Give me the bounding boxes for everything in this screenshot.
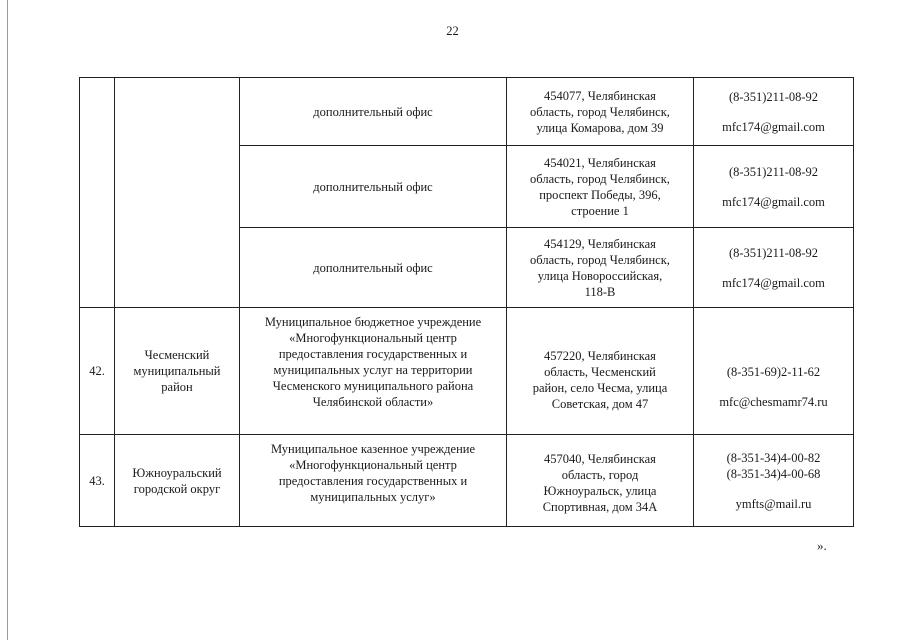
org-line: Муниципальное бюджетное учреждение (264, 315, 482, 329)
district-line: Южноуральский (132, 465, 222, 480)
left-margin-rule (7, 0, 8, 640)
number-cell-empty (80, 78, 115, 308)
address-cell (507, 146, 694, 228)
address-line: улица Комарова, дом 39 (536, 120, 664, 135)
email-link[interactable]: mfc174@gmail.com (722, 119, 825, 134)
org-line: «Многофункциональный центр (289, 331, 457, 345)
contact-cell (694, 435, 854, 527)
address-line: область, город Челябинск, (530, 252, 670, 267)
address-line: область, город Челябинск, (530, 104, 670, 119)
org-cell (240, 435, 507, 527)
address-line: район, село Чесма, улица (532, 381, 668, 395)
mfc-offices-table (79, 77, 854, 527)
table-row (80, 435, 854, 527)
phone: (8-351)211-08-92 (728, 164, 819, 179)
org-line: Чесменского муниципального района (272, 379, 474, 393)
org-line: «Многофункциональный центр (289, 458, 457, 472)
address-cell (507, 435, 694, 527)
district-line: городской округ (133, 481, 221, 496)
address-line: 454021, Челябинская (544, 155, 656, 170)
email-link[interactable]: mfc174@gmail.com (722, 275, 825, 290)
address-cell (507, 228, 694, 308)
district-line: Чесменский (144, 348, 210, 362)
org-line: предоставления государственных и (278, 347, 468, 361)
address-line: область, город Челябинск, (530, 171, 670, 186)
district-line: муниципальный (133, 364, 221, 378)
address-line: 454077, Челябинская (544, 88, 656, 103)
row-number: 43. (80, 435, 115, 527)
phone: (8-351-69)2-11-62 (726, 365, 821, 379)
org-line: Муниципальное казенное учреждение (270, 442, 476, 456)
org-label: дополнительный офис (313, 179, 433, 194)
row-number: 42. (80, 308, 115, 435)
phone: (8-351)211-08-92 (728, 245, 819, 260)
contact-cell (694, 228, 854, 308)
contact-cell (694, 146, 854, 228)
address-line: Южноуральск, улица (543, 483, 657, 498)
address-line: Спортивная, дом 34А (542, 499, 658, 514)
address-line: Советская, дом 47 (551, 397, 649, 411)
address-line: улица Новороссийская, (537, 268, 663, 283)
org-cell (240, 146, 507, 228)
page-number: 22 (446, 24, 459, 38)
org-cell (240, 308, 507, 435)
address-line: 457040, Челябинская (544, 451, 656, 466)
address-cell (507, 308, 694, 435)
closing-quote-mark: ». (817, 538, 827, 553)
district-line: район (161, 380, 193, 394)
contact-cell (694, 308, 854, 435)
address-line: 454129, Челябинская (544, 236, 656, 251)
address-line: 118-В (584, 284, 616, 299)
phone: (8-351)211-08-92 (728, 89, 819, 104)
address-cell (507, 78, 694, 146)
district-cell (115, 308, 240, 435)
org-cell (240, 78, 507, 146)
org-line: Челябинской области» (312, 395, 434, 409)
table-row (80, 308, 854, 435)
address-line: строение 1 (571, 203, 629, 218)
org-line: муниципальных услуг на территории (273, 363, 473, 377)
district-cell (115, 435, 240, 527)
phone: (8-351-34)4-00-68 (726, 466, 821, 481)
org-cell (240, 228, 507, 308)
phone: (8-351-34)4-00-82 (726, 450, 821, 465)
org-line: муниципальных услуг» (310, 490, 436, 504)
address-line: проспект Победы, 396, (539, 187, 661, 202)
email-link[interactable]: mfc@chesmamr74.ru (719, 395, 828, 409)
org-label: дополнительный офис (313, 104, 433, 119)
district-cell-empty (115, 78, 240, 308)
address-line: область, город (561, 467, 639, 482)
org-label: дополнительный офис (313, 260, 433, 275)
address-line: 457220, Челябинская (544, 349, 656, 363)
org-line: предоставления государственных и (278, 474, 468, 488)
email-link[interactable]: ymfts@mail.ru (735, 496, 812, 511)
table-row (80, 78, 854, 146)
email-link[interactable]: mfc174@gmail.com (722, 194, 825, 209)
contact-cell (694, 78, 854, 146)
address-line: область, Чесменский (544, 365, 656, 379)
